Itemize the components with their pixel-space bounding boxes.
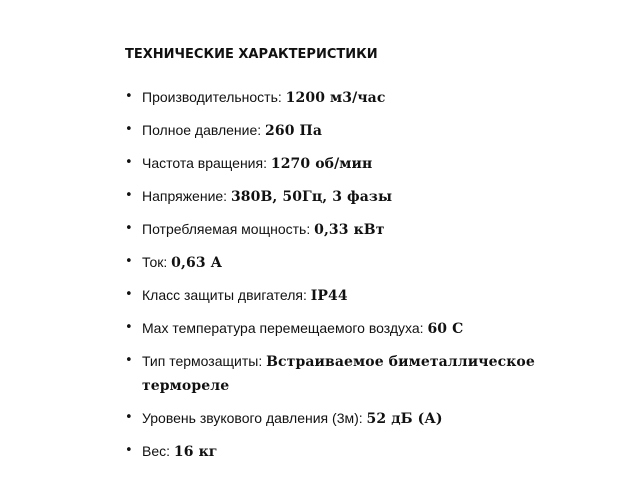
bullet-icon: • [125,409,133,425]
spec-list [125,86,595,473]
spec-value: 380В, 50Гц, 3 фазы [230,189,393,205]
spec-label: Производительность: [142,89,286,105]
spec-item-rotation-speed [125,152,595,177]
spec-title: ТЕХНИЧЕСКИЕ ХАРАКТЕРИСТИКИ [125,47,378,62]
bullet-icon: • [125,122,133,137]
spec-label: Полное давление: [142,122,266,138]
spec-item-weight [125,440,595,465]
bullet-icon: • [125,155,133,170]
bullet-icon: • [125,320,133,335]
spec-value: 52 дБ (А) [366,410,443,427]
spec-value: 16 кг [173,443,218,460]
spec-item-pressure [125,119,595,144]
bullet-icon: • [125,287,133,302]
spec-item-voltage [125,185,595,210]
spec-label: Max температура перемещаемого воздуха: [142,320,428,336]
spec-label: Напряжение: [142,188,231,204]
spec-item-power [125,218,595,243]
spec-value: 0,33 кВт [314,222,385,238]
spec-item-sound-pressure [125,407,595,432]
bullet-icon: • [125,89,133,104]
spec-item-current [125,251,595,276]
spec-label: Вес: [142,442,174,459]
spec-item-protection-class [125,284,595,309]
spec-label: Ток: [142,254,172,270]
spec-label: Частота вращения: [142,155,271,171]
bullet-icon: • [125,353,133,368]
spec-value: 1270 об/мин [270,156,373,172]
spec-label: Уровень звукового давления (3м): [142,409,367,426]
bullet-icon: • [125,254,133,269]
spec-item-capacity [125,86,595,111]
bullet-icon: • [125,188,133,203]
spec-value: 0,63 А [171,255,223,271]
spec-value: 260 Па [265,123,323,139]
bullet-icon: • [125,442,133,458]
spec-value: 60 С [427,321,464,337]
spec-value: 1200 м3/час [285,90,386,106]
spec-label: Класс защиты двигателя: [142,287,311,303]
bullet-icon: • [125,221,133,236]
spec-value: IP44 [310,288,348,304]
spec-value: Встраиваемое биметаллическое термореле [142,354,535,394]
spec-label: Тип термозащиты: [142,353,267,369]
spec-item-max-air-temperature [125,317,595,342]
spec-label: Потребляемая мощность: [142,221,315,237]
spec-item-thermal-protection [125,350,595,398]
